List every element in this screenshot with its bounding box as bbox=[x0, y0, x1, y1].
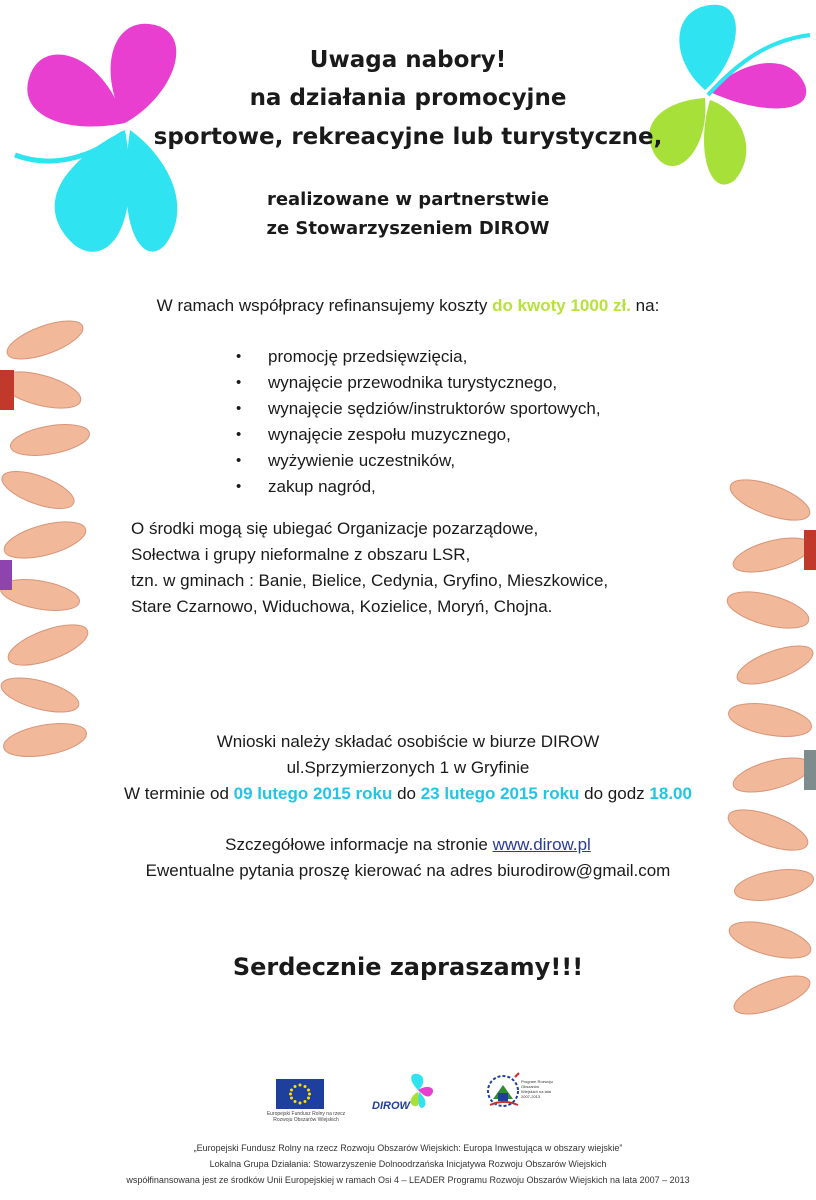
footer-line-2: Lokalna Grupa Działania: Stowarzyszenie Dolnoodrzańska Inicjatywa Rozwoju Obszarów Wiejskich bbox=[209, 1159, 607, 1169]
eligibility-line: O środki mogą się ubiegać Organizacje pozarządowe, bbox=[131, 519, 539, 538]
footer-line-3: współfinansowana jest ze środków Unii Europejskiej w ramach Osi 4 – LEADER Programu Rozwoju Obszarów Wiejskich na lata 2007 – 2013 bbox=[126, 1175, 690, 1185]
bullet-symbol: • bbox=[236, 348, 242, 365]
details-prefix: Szczegółowe informacje na stronie bbox=[225, 835, 493, 854]
title-line-3: sportowe, rekreacyjne lub turystyczne, bbox=[153, 124, 663, 150]
dirow-logo bbox=[370, 1070, 440, 1114]
details-line bbox=[0, 832, 816, 857]
prow-logo bbox=[485, 1071, 555, 1119]
date-from: 09 lutego 2015 roku bbox=[233, 784, 393, 803]
title-line-2: na działania promocyjne bbox=[249, 85, 567, 111]
footer-line-1: „Europejski Fundusz Rolny na rzecz Rozwoju Obszarów Wiejskich: Europa Inwestująca w obszary wiejskie” bbox=[193, 1143, 623, 1153]
bullet-symbol: • bbox=[236, 400, 242, 417]
list-item-text: promocję przedsięwzięcia, bbox=[268, 347, 468, 366]
list-item bbox=[236, 422, 601, 448]
submission-term bbox=[0, 781, 816, 806]
prow-caption: Program Rozwoju Obszarów Wiejskich na lata 2007-2013 bbox=[521, 1079, 553, 1099]
list-item-text: wynajęcie sędziów/instruktorów sportowych, bbox=[268, 399, 601, 418]
term-mid: do bbox=[392, 784, 421, 803]
title-line-1: Uwaga nabory! bbox=[309, 47, 507, 73]
subtitle-line-2: ze Stowarzyszeniem DIROW bbox=[266, 218, 550, 239]
subtitle-line-1: realizowane w partnerstwie bbox=[266, 189, 550, 210]
list-item-text: wyżywienie uczestników, bbox=[268, 451, 456, 470]
term-prefix: W terminie od bbox=[124, 784, 234, 803]
list-item-text: wynajęcie zespołu muzycznego, bbox=[268, 425, 511, 444]
eligibility-line: tzn. w gminach : Banie, Bielice, Cedynia, Gryfino, Mieszkowice, bbox=[131, 571, 609, 590]
prow-emblem-icon bbox=[485, 1071, 521, 1113]
bullet-symbol: • bbox=[236, 426, 242, 443]
list-item-text: zakup nagród, bbox=[268, 477, 376, 496]
eligibility-line: Stare Czarnowo, Widuchowa, Kozielice, Moryń, Chojna. bbox=[131, 597, 553, 616]
cost-list bbox=[236, 344, 601, 500]
date-to: 23 lutego 2015 roku bbox=[420, 784, 580, 803]
list-item bbox=[236, 474, 601, 500]
hands-left-decoration bbox=[0, 310, 110, 770]
eligibility-text bbox=[131, 516, 608, 620]
intro-suffix: na: bbox=[630, 296, 660, 315]
submission-line-1: Wnioski należy składać osobiście w biurze DIROW bbox=[216, 732, 600, 751]
website-link[interactable]: www.dirow.pl bbox=[492, 835, 591, 854]
dirow-logo-text: DIROW bbox=[372, 1100, 410, 1112]
bullet-symbol: • bbox=[236, 452, 242, 469]
eu-logo bbox=[264, 1079, 348, 1123]
term-hour-prefix: do godz bbox=[579, 784, 650, 803]
eligibility-line: Sołectwa i grupy nieformalne z obszaru LSR, bbox=[131, 545, 471, 564]
list-item-text: wynajęcie przewodnika turystycznego, bbox=[268, 373, 558, 392]
list-item bbox=[236, 448, 601, 474]
eu-caption: Europejski Fundusz Rolny na rzecz Rozwoju Obszarów Wiejskich bbox=[266, 1111, 346, 1123]
questions-line: Ewentualne pytania proszę kierować na adres biurodirow@gmail.com bbox=[145, 861, 671, 880]
bullet-symbol: • bbox=[236, 374, 242, 391]
list-item bbox=[236, 370, 601, 396]
list-item bbox=[236, 344, 601, 370]
bullet-symbol: • bbox=[236, 478, 242, 495]
intro-prefix: W ramach współpracy refinansujemy koszty bbox=[156, 296, 493, 315]
intro-amount: do kwoty 1000 zł. bbox=[492, 296, 631, 315]
invite-heading: Serdecznie zapraszamy!!! bbox=[232, 953, 584, 981]
intro-text bbox=[0, 293, 816, 318]
eu-flag-icon bbox=[276, 1079, 324, 1109]
submission-line-2: ul.Sprzymierzonych 1 w Gryfinie bbox=[286, 758, 530, 777]
deadline-hour: 18.00 bbox=[649, 784, 692, 803]
list-item bbox=[236, 396, 601, 422]
